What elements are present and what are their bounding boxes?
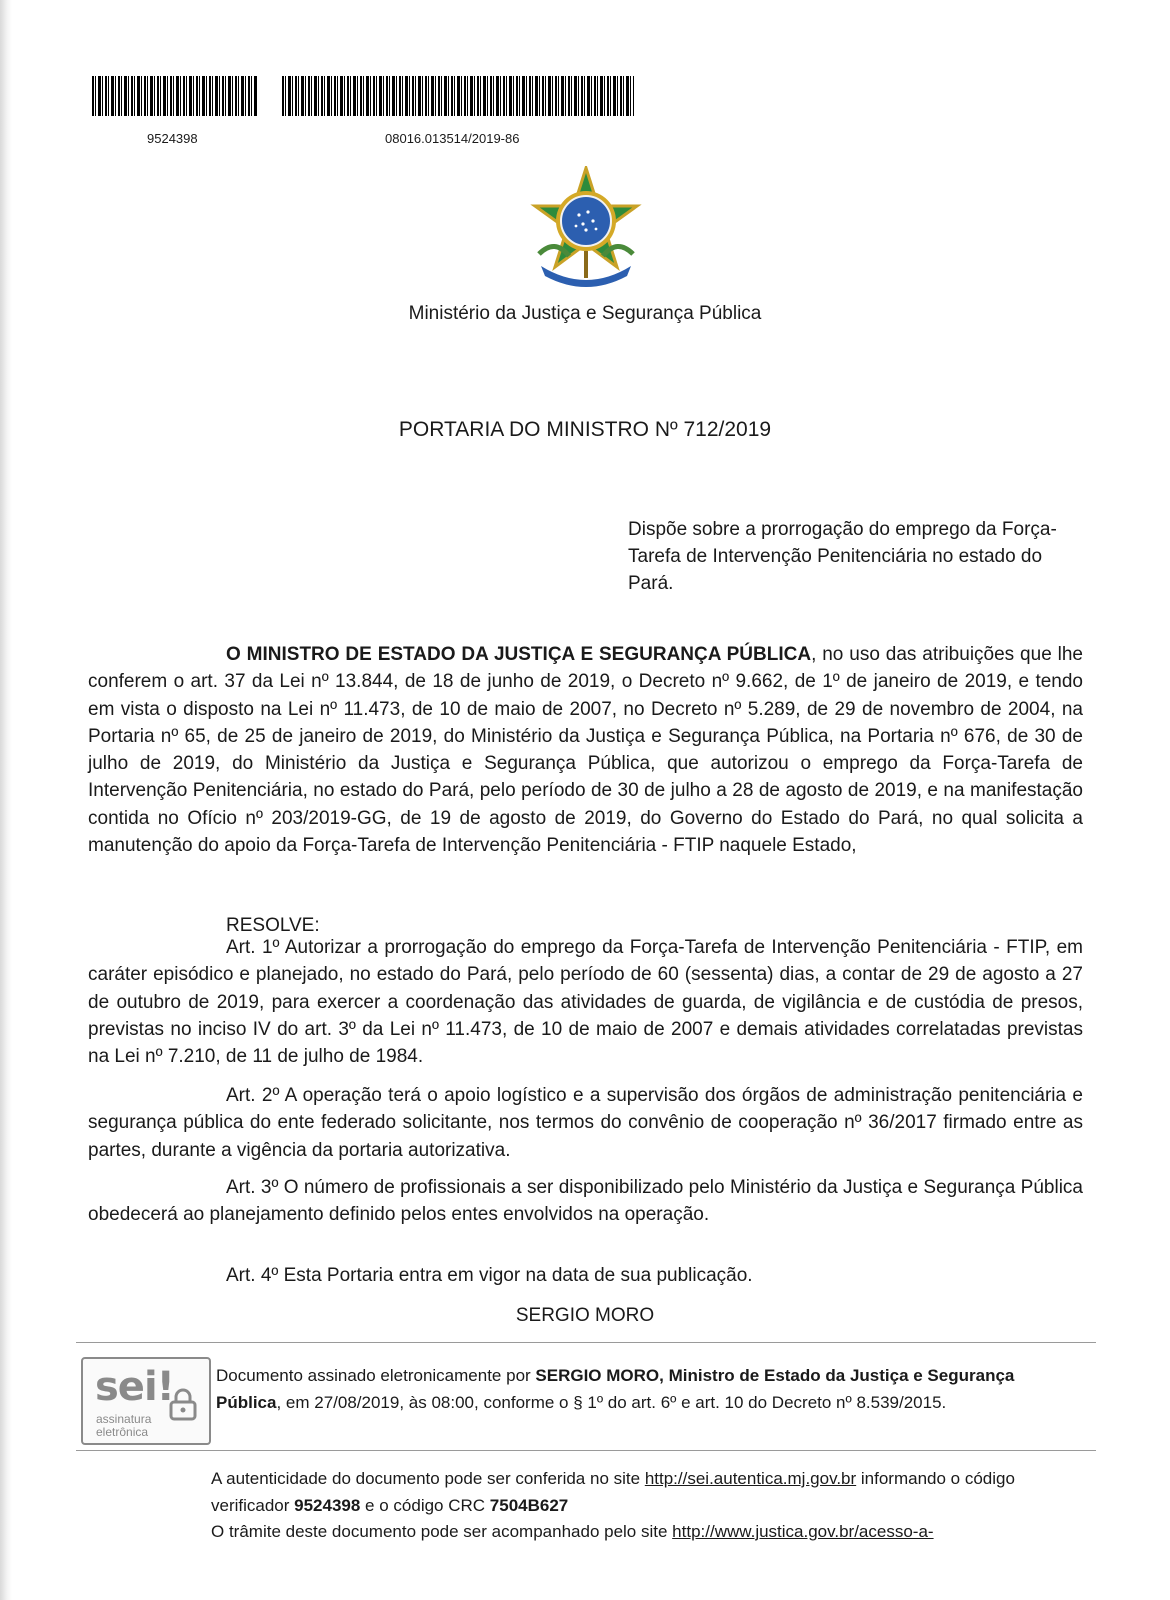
crc-label: e o código CRC xyxy=(360,1495,490,1515)
barcode-document-id xyxy=(92,76,258,116)
signature-prefix: Documento assinado eletronicamente por xyxy=(216,1366,536,1385)
sei-logo: sei! xyxy=(95,1364,174,1410)
article-1-text: Art. 1º Autorizar a prorrogação do emprego da Força-Tarefa de Intervenção Penitenciária - FTIP, em caráter episódico e planejado, no estado do Pará, pelo período de 60 (sessenta) dias, a contar de 29 de agosto a 27 de outubro de 2019, para exercer a coordenação das atividades de guarda, de vigilância e de custódia de presos, previstas no inciso IV do art. 3º da Lei nº 11.473, de 10 de maio de 2007 e demais atividades correlatadas previstas na Lei nº 7.210, de 11 de julho de 1984. xyxy=(88,937,1083,1068)
ementa: Dispõe sobre a prorrogação do emprego da Força-Tarefa de Intervenção Penitenciária no estado do Pará. xyxy=(628,519,1057,594)
sei-seal-caption xyxy=(96,1413,151,1439)
sei-seal-line2: eletrônica xyxy=(96,1425,149,1439)
article-3-text: Art. 3º O número de profissionais a ser disponibilizado pelo Ministério da Justiça e Segurança Pública obedecerá ao planejamento definido pelos entes envolvidos na operação. xyxy=(88,1177,1083,1226)
signer-name: SERGIO MORO xyxy=(515,1305,655,1326)
preamble xyxy=(88,641,1083,859)
article-2 xyxy=(88,1082,1083,1164)
divider-bottom xyxy=(76,1450,1096,1451)
signature-role: , Ministro de Estado da Justiça e Segurança Pública xyxy=(216,1366,1015,1412)
tracking-prefix: O trâmite deste documento pode ser acompanhado pelo site xyxy=(211,1522,673,1541)
process-number: 08016.013514/2019-86 xyxy=(385,131,520,146)
auth-prefix: A autenticidade do documento pode ser conferida no site xyxy=(211,1469,645,1488)
verifier-code: 9524398 xyxy=(294,1495,361,1515)
auth-suffix: informando o código verificador xyxy=(211,1469,1015,1515)
preamble-text: , no uso das atribuições que lhe conferem o art. 37 da Lei nº 13.844, de 18 de junho de 2019, o Decreto nº 9.662, de 1º de janeiro de 2019, e tendo em vista o disposto na Lei nº 11.473, de 10 de maio de 2007, no Decreto nº 5.289, de 29 de novembro de 2004, na Portaria nº 65, de 25 de janeiro de 2019, do Ministério da Justiça e Segurança Pública, na Portaria nº 676, de 30 de julho de 2019, do Ministério da Justiça e Segurança Pública, que autorizou o emprego da Força-Tarefa de Intervenção Penitenciária, no estado do Pará, pelo período de 30 de julho a 28 de agosto de 2019, e na manifestação contida no Ofício nº 203/2019-GG, de 19 de agosto de 2019, do Governo do Estado do Pará, no qual solicita a manutenção do apoio da Força-Tarefa de Intervenção Penitenciária - FTIP naquele Estado, xyxy=(88,644,1083,857)
lock-icon xyxy=(168,1387,198,1421)
article-2-text: Art. 2º A operação terá o apoio logístico e a supervisão dos órgãos de administração penitenciária e segurança pública do ente federado solicitante, nos termos do convênio de cooperação nº 36/2017 firmado entre as partes, durante a vigência da portaria autorizativa. xyxy=(88,1085,1083,1161)
sei-seal xyxy=(81,1357,211,1445)
signature-suffix: , em 27/08/2019, às 08:00, conforme o § 1º do art. 6º e art. 10 do Decreto nº 8.539/2015. xyxy=(276,1393,947,1412)
sei-seal-line1: assinatura xyxy=(96,1412,152,1426)
article-1 xyxy=(88,934,1083,1070)
article-4: Art. 4º Esta Portaria entra em vigor na data de sua publicação. xyxy=(226,1265,753,1286)
barcode-process-number xyxy=(282,76,634,116)
page-edge xyxy=(0,0,12,1600)
coat-of-arms-icon xyxy=(525,166,647,290)
electronic-signature-statement xyxy=(216,1362,1076,1416)
ministry-name: Ministério da Justiça e Segurança Pública xyxy=(408,303,762,324)
document-id-number: 9524398 xyxy=(147,131,198,146)
authenticity-statement xyxy=(211,1466,1091,1546)
document-title: PORTARIA DO MINISTRO Nº 712/2019 xyxy=(398,418,772,441)
preamble-lead: O MINISTRO DE ESTADO DA JUSTIÇA E SEGURANÇA PÚBLICA xyxy=(226,644,812,665)
article-3 xyxy=(88,1174,1083,1229)
divider-top xyxy=(76,1342,1096,1343)
tracking-link[interactable]: http://www.justica.gov.br/acesso-a- xyxy=(672,1522,934,1541)
crc-code: 7504B627 xyxy=(489,1495,569,1515)
resolve-heading: RESOLVE: xyxy=(226,915,320,936)
signature-name: SERGIO MORO xyxy=(535,1366,660,1385)
auth-verification-link[interactable]: http://sei.autentica.mj.gov.br xyxy=(644,1469,857,1488)
